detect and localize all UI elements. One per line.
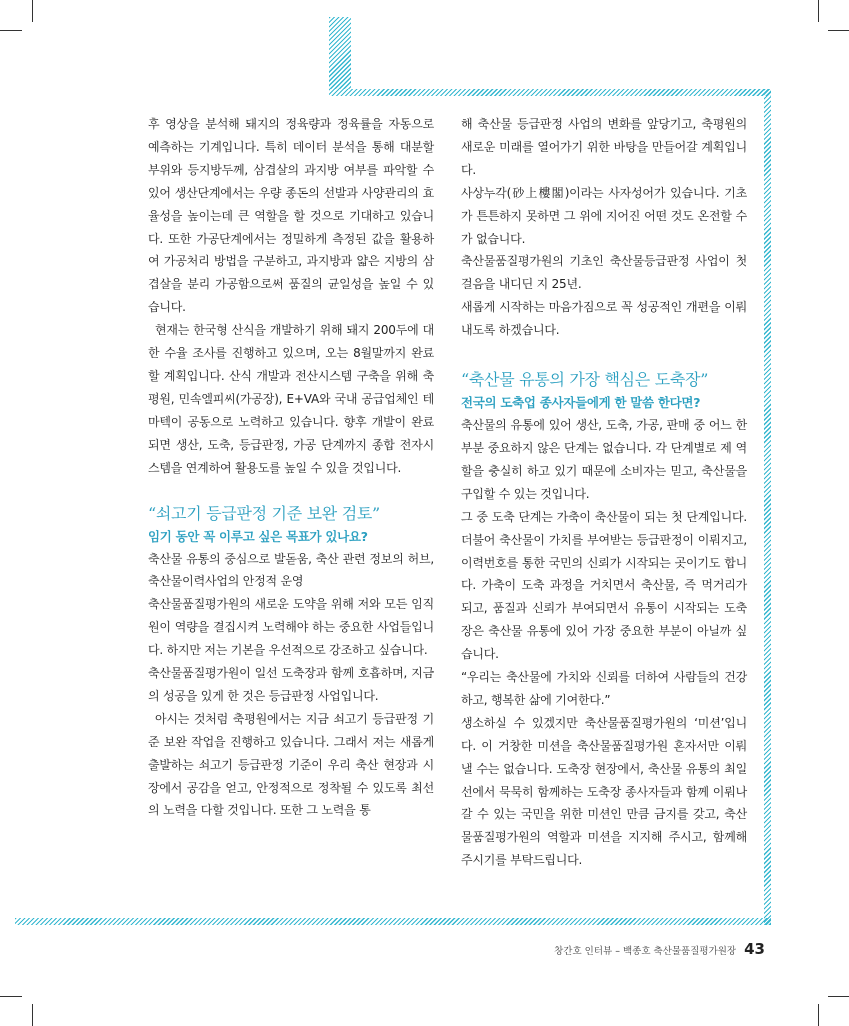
interview-question: 임기 동안 꼭 이루고 싶은 목표가 있나요? bbox=[148, 528, 368, 544]
crop-mark bbox=[0, 30, 22, 31]
crop-mark bbox=[32, 0, 33, 22]
hatch-frame-right bbox=[764, 89, 771, 925]
paragraph: 후 영상을 분석해 돼지의 정육량과 정육률을 자동으로 예측하는 기계입니다. 특히 데이터 분석을 통해 대분할 부위와 등지방두께, 삼겹살의 과지방 여부를 파악할 수 있어 생산단계에서는 우량 종돈의 선발과 사양관리의 효율성을 높이는데 큰 역할을 할 것으로 기대하고 있습니다. 또한 가공단계에서는 정밀하게 측정된 값을 활용하여 가공처리 방법을 구분하고, 과지방과 얇은 지방의 삼겹살을 분리 가공함으로써 품질의 균일성을 높일 수 있습니다. bbox=[148, 117, 434, 315]
paragraph: 현재는 한국형 산식을 개발하기 위해 돼지 200두에 대한 수율 조사를 진행하고 있으며, 오는 8월말까지 완료할 계획입니다. 산식 개발과 전산시스템 구축을 위해 축평원, 민속엘피씨(가공장), E+VA와 국내 공급업체인 테마텍이 공동으로 노력하고 있습니다. 향후 개발이 완료되면 생산, 도축, 등급판정, 가공 단계까지 종합 전자시스템을 연계하여 활용도를 높일 수 있을 것입니다. bbox=[148, 323, 434, 475]
hatch-frame-top-horizontal bbox=[329, 89, 771, 96]
article-column-left bbox=[148, 113, 434, 822]
crop-mark bbox=[828, 30, 849, 31]
crop-mark bbox=[818, 0, 819, 22]
paragraph: 축산물품질평가원의 기초인 축산물등급판정 사업이 첫 걸음을 내디딘 지 25년. bbox=[461, 254, 747, 292]
section-heading: “축산물 유통의 가장 핵심은 도축장” bbox=[461, 370, 709, 390]
paragraph: 그 중 도축 단계는 가축이 축산물이 되는 첫 단계입니다. 더불어 축산물이 가치를 부여받는 등급판정이 이뤄지고, 이력번호를 통한 국민의 신뢰가 시작되는 곳이기도 합니다. 가축이 도축 과정을 거치면서 축산물, 즉 먹거리가 되고, 품질과 신뢰가 부여되면서 유통이 시작되는 도축장은 축산물 유통에 있어 가장 중요한 부분이 아닐까 싶습니다. bbox=[461, 509, 747, 662]
paragraph: 축산물품질평가원이 일선 도축장과 함께 호흡하며, 지금의 성공을 있게 한 것은 등급판정 사업입니다. bbox=[148, 666, 434, 703]
section-heading: “쇠고기 등급판정 기준 보완 검토” bbox=[148, 503, 380, 523]
paragraph: 사상누각(砂上樓閣)이라는 사자성어가 있습니다. 기초가 튼튼하지 못하면 그 위에 지어진 어떤 것도 온전할 수가 없습니다. bbox=[461, 185, 747, 246]
paragraph: 아시는 것처럼 축평원에서는 지금 쇠고기 등급판정 기준 보완 작업을 진행하고 있습니다. 그래서 저는 새롭게 출발하는 쇠고기 등급판정 기준이 우리 축산 현장과 시장에서 공감을 얻고, 안정적으로 정착될 수 있도록 최선의 노력을 다할 것입니다. 또한 그 노력을 통 bbox=[148, 711, 434, 818]
page-number: 43 bbox=[744, 940, 765, 958]
crop-mark bbox=[0, 996, 22, 997]
interview-question: 전국의 도축업 종사자들에게 한 말씀 한다면? bbox=[461, 395, 701, 411]
article-column-right bbox=[461, 113, 747, 872]
paragraph: 축산물품질평가원의 새로운 도약을 위해 저와 모든 임직원이 역량을 결집시켜 노력해야 하는 중요한 사업들입니다. 하지만 저는 기본을 우선적으로 강조하고 싶습니다. bbox=[148, 597, 434, 658]
paragraph: 축산물 유통의 중심으로 발돋움, 축산 관련 정보의 허브, 축산물이력사업의 안정적 운영 bbox=[148, 551, 434, 589]
paragraph: 해 축산물 등급판정 사업의 변화를 앞당기고, 축평원의 새로운 미래를 열어가기 위한 바탕을 만들어갈 계획입니다. bbox=[461, 117, 747, 177]
crop-mark bbox=[818, 1004, 819, 1026]
running-footer-text: 창간호 인터뷰 – 백종호 축산물품질평가원장 bbox=[554, 946, 737, 957]
paragraph: 새롭게 시작하는 마음가짐으로 꼭 성공적인 개편을 이뤄내도록 하겠습니다. bbox=[461, 300, 747, 338]
hatch-frame-top-vertical bbox=[329, 17, 351, 89]
crop-mark bbox=[828, 996, 849, 997]
crop-mark bbox=[32, 1004, 33, 1026]
paragraph: 생소하실 수 있겠지만 축산물품질평가원의 ‘미션’입니다. 이 거창한 미션을 축산물품질평가원 혼자서만 이뤄낼 수는 없습니다. 도축장 현장에서, 축산물 유통의 최일선에서 묵묵히 함께하는 도축장 종사자들과 함께 이뤄나갈 수 있는 국민을 위한 미션인 만큼 금지를 갖고, 축산물품질평가원의 역할과 미션을 지지해 주시고, 함께해 주시기를 부탁드립니다. bbox=[461, 715, 747, 868]
paragraph: 축산물의 유통에 있어 생산, 도축, 가공, 판매 중 어느 한 부분 중요하지 않은 단계는 없습니다. 각 단계별로 제 역할을 충실히 하고 있기 때문에 소비자는 믿고, 축산물을 구입할 수 있는 것입니다. bbox=[461, 418, 747, 501]
hatch-frame-bottom bbox=[15, 918, 771, 925]
page-footer bbox=[554, 940, 765, 958]
paragraph: “우리는 축산물에 가치와 신뢰를 더하여 사람들의 건강하고, 행복한 삶에 기여한다.” bbox=[461, 670, 747, 707]
